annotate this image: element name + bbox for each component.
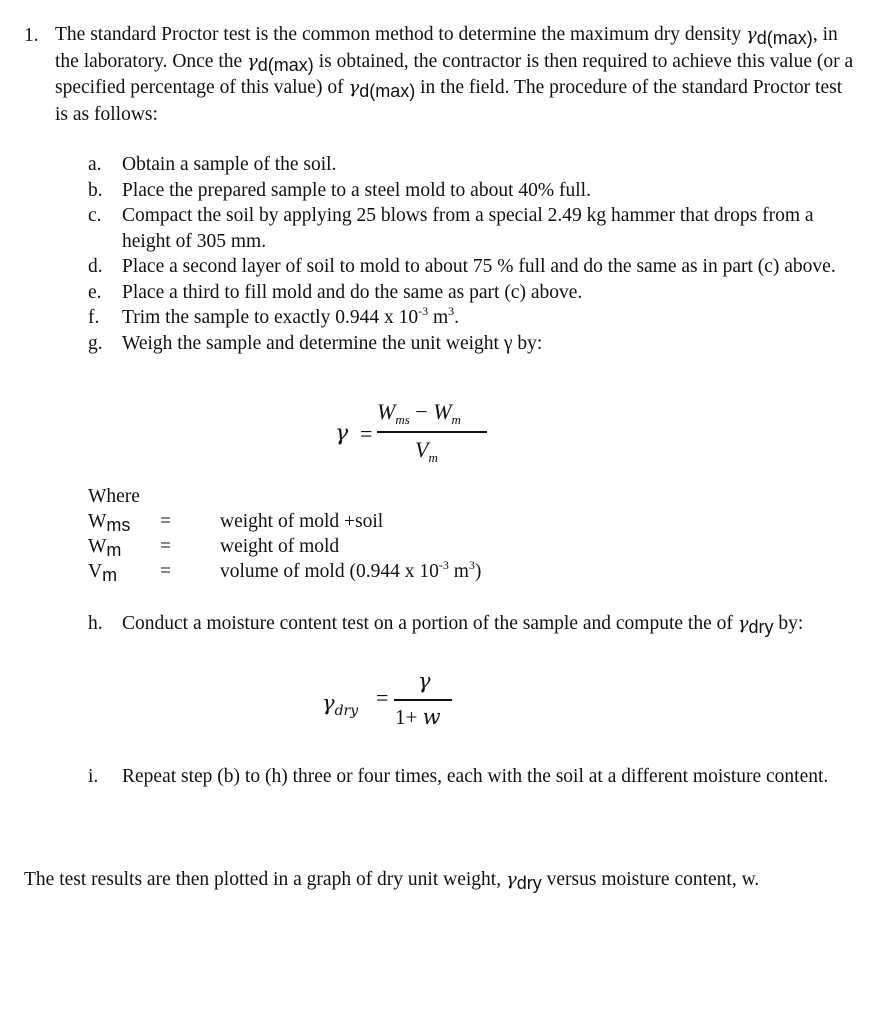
def-description: weight of mold xyxy=(220,536,340,557)
variable-definitions xyxy=(88,508,788,583)
formula-numerator xyxy=(377,398,461,425)
intro-part2: , in the laboratory. Once the xyxy=(55,24,838,72)
where-label: Where xyxy=(88,486,140,507)
def-symbol xyxy=(88,558,117,585)
def-description xyxy=(220,558,481,585)
step-i xyxy=(88,764,888,790)
symbol-sub: m xyxy=(106,540,122,560)
dmax-subscript: d(max) xyxy=(359,81,416,101)
step-text: Place the prepared sample to a steel mold to about 40% full. xyxy=(122,179,591,201)
dry-subscript: dry xyxy=(748,617,774,637)
step-letter: h. xyxy=(88,613,103,634)
step-letter: c. xyxy=(88,205,102,226)
intro-part1: The standard Proctor test is the common method to determine the maximum dry density xyxy=(55,24,747,45)
step-letter: i. xyxy=(88,766,99,787)
step-text: Compact the soil by applying 25 blows from a special 2.49 kg hammer that drops from a height of 305 mm. xyxy=(122,205,814,252)
formula-w: W xyxy=(433,399,452,424)
formula-equals: = xyxy=(360,421,373,446)
intro-part3: is obtained, the contractor is then required to achieve this value (or a specified percentage of this value) of xyxy=(55,50,854,98)
def-equals: = xyxy=(160,561,171,582)
question-number: 1. xyxy=(24,25,39,46)
desc-text-end: ) xyxy=(474,561,482,582)
dry-unit-weight-formula xyxy=(322,668,472,738)
def-equals: = xyxy=(160,536,171,557)
step-text: Place a third to fill mold and do the same as part (c) above. xyxy=(122,281,583,303)
formula-gamma: γ xyxy=(335,421,349,446)
procedure-steps xyxy=(88,152,858,356)
formula-m-sub: m xyxy=(451,412,461,427)
gamma-symbol: γ xyxy=(348,77,360,98)
unit-exponent: 3 xyxy=(448,304,455,318)
step-e xyxy=(88,280,858,306)
unit: m xyxy=(448,561,469,582)
exponent: -3 xyxy=(418,304,429,318)
intro-part4: in the field. The procedure of the standard Proctor test is as follows: xyxy=(55,77,843,125)
step-d xyxy=(88,254,858,280)
step-a xyxy=(88,152,858,178)
step-f xyxy=(88,305,858,331)
step-letter: d. xyxy=(88,256,103,277)
step-text-end: . xyxy=(454,307,460,328)
gamma-symbol: γ xyxy=(746,24,757,45)
step-letter: e. xyxy=(88,281,102,303)
den-w: w xyxy=(422,705,441,729)
definition-row xyxy=(88,558,788,583)
conclusion-text xyxy=(24,866,874,893)
step-text: Weigh the sample and determine the unit weight γ by: xyxy=(122,332,543,354)
step-text-end: by: xyxy=(773,613,804,634)
symbol-letter: V xyxy=(88,561,103,582)
step-text: Obtain a sample of the soil. xyxy=(122,154,337,175)
step-text: Conduct a moisture content test on a portion of the sample and compute the of xyxy=(122,613,738,634)
step-text: Trim the sample to exactly 0.944 x 10 xyxy=(122,307,419,328)
formula-equals: = xyxy=(376,685,389,710)
step-text: Place a second layer of soil to mold to about 75 % full and do the same as in part (c) above. xyxy=(122,256,836,277)
step-letter: f. xyxy=(88,307,100,328)
definition-row xyxy=(88,533,788,558)
formula-minus: − xyxy=(409,399,434,424)
unit-weight-formula xyxy=(335,398,495,478)
symbol-sub: ms xyxy=(106,515,131,535)
formula-ms-sub: ms xyxy=(395,412,410,427)
dmax-subscript: d(max) xyxy=(756,28,813,48)
formula-denominator xyxy=(395,704,441,731)
step-text: Repeat step (b) to (h) three or four times, each with the soil at a different moisture content. xyxy=(122,766,829,787)
step-g xyxy=(88,331,858,357)
gamma-symbol: γ xyxy=(247,50,258,72)
conclusion-part1: The test results are then plotted in a graph of dry unit weight, xyxy=(24,869,506,890)
symbol-letter: W xyxy=(88,536,107,557)
fraction-bar xyxy=(394,699,452,701)
def-description: weight of mold +soil xyxy=(220,511,384,532)
symbol-sub: m xyxy=(102,565,118,585)
exponent: -3 xyxy=(438,558,449,572)
def-equals: = xyxy=(160,511,171,532)
step-letter: b. xyxy=(88,179,103,201)
desc-text: volume of mold (0.944 x 10 xyxy=(220,561,439,582)
formula-denominator xyxy=(415,436,438,463)
formula-lhs xyxy=(322,690,358,717)
formula-numerator: γ xyxy=(418,669,431,693)
step-b xyxy=(88,178,858,204)
formula-v: V xyxy=(415,437,429,462)
question-intro xyxy=(55,22,855,128)
gamma-symbol: γ xyxy=(737,613,749,634)
step-h xyxy=(88,611,888,637)
fraction-bar xyxy=(377,431,487,433)
formula-gamma: γ xyxy=(322,691,335,715)
step-c xyxy=(88,203,858,254)
unit: m xyxy=(428,307,449,328)
gamma-symbol: γ xyxy=(505,869,517,890)
den-one-plus: 1+ xyxy=(395,705,418,729)
unit-exponent: 3 xyxy=(468,558,475,572)
step-letter: g. xyxy=(88,332,103,354)
formula-m-sub: m xyxy=(428,450,438,465)
dry-subscript: dry xyxy=(516,873,542,893)
dmax-subscript: d(max) xyxy=(257,54,314,75)
def-symbol xyxy=(88,508,130,535)
conclusion-part2: versus moisture content, w. xyxy=(541,869,760,890)
step-letter: a. xyxy=(88,154,102,175)
formula-w: W xyxy=(377,399,396,424)
formula-dry-sub: dry xyxy=(334,703,359,719)
definition-row xyxy=(88,508,788,533)
symbol-letter: W xyxy=(88,511,107,532)
def-symbol xyxy=(88,533,121,560)
